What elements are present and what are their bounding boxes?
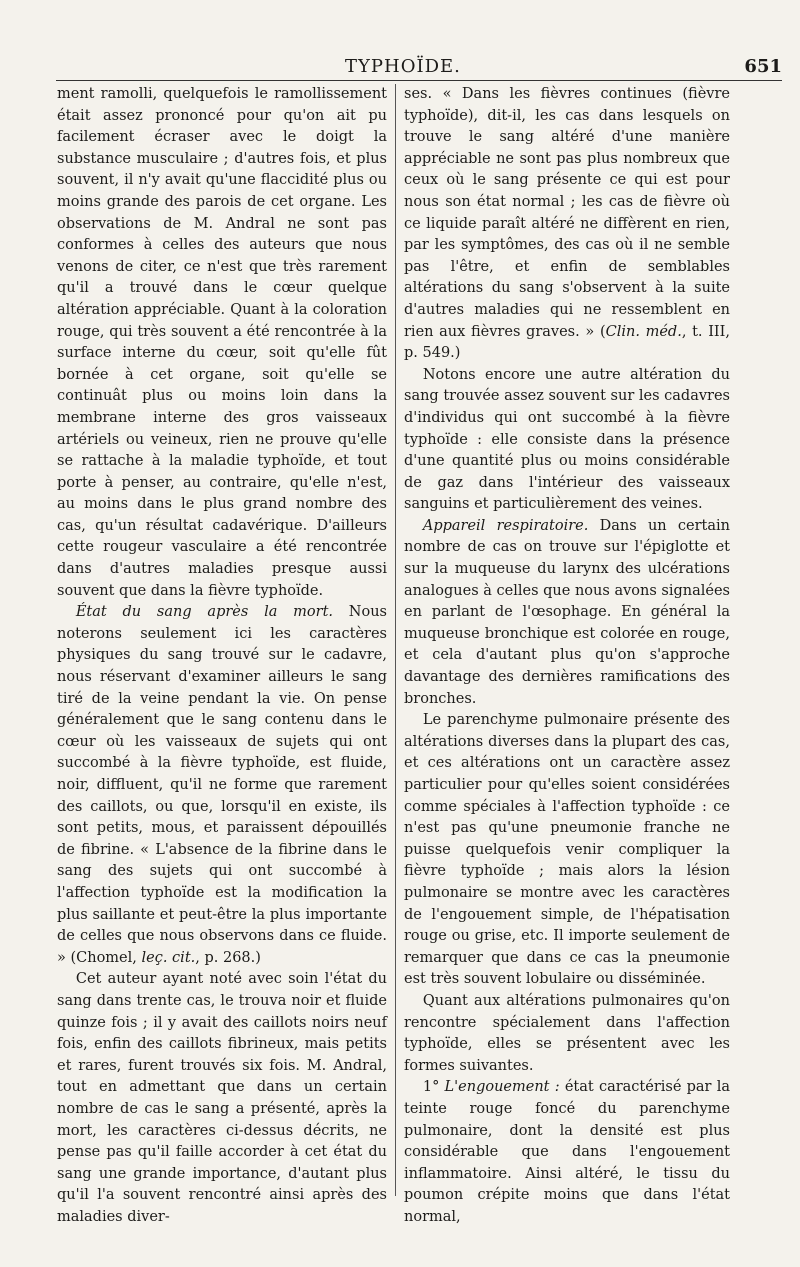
list-number: 1°: [422, 1079, 445, 1096]
paragraph-heart: ment ramolli, quelquefois le ramollissement était assez prononcé pour qu'on ait pu facilement écraser avec le doigt la substance musculaire ; d'autres fois, et plus souvent, il n'y avait qu'une flaccidité plus ou moins grande des parois de cet organe. Les observations de M. Andral ne sont pas conformes à celles des auteurs que nous venons de citer, ce n'est que très rarement qu'il a trouvé dans le cœur quelque altération appréciable. Quant à la coloration rouge, qui très souvent a été rencontrée à la surface interne du cœur, soit qu'elle fût bornée à cet organe, soit qu'elle se continuât plus ou moins loin dans la membrane interne des gros vaisseaux artériels ou veineux, rien ne prouve qu'elle se rattache à la maladie typhoïde, et tout porte à penser, au contraire, qu'elle n'est, au moins dans le plus grand nombre des cas, qu'un résultat cadavérique. D'ailleurs cette rougeur vasculaire a été rencontrée dans d'autres maladies presque aussi souvent que dans la fièvre typhoïde.: [57, 86, 387, 599]
paragraph-text: Dans un certain nombre de cas on trouve sur l'épiglotte et sur la muqueuse du larynx des ulcérations analogues à celles que nous avons signalées en parlant de l'œsophage. En général la muqueuse bronchique est colorée en rouge, et cela d'autant plus qu'on s'approche davantage des dernières ramifications des bronches.: [404, 517, 730, 707]
running-title: TYPHOÏDE.: [345, 56, 461, 77]
left-column: [57, 84, 387, 1228]
page-number: 651: [744, 56, 782, 77]
paragraph-text: Nous noterons seulement ici les caractères physiques du sang trouvé sur le cadavre, nous réservant d'examiner ailleurs le sang tiré de la veine pendant la vie. On pense généralement que le sang contenu dans le cœur où les vaisseaux de sujets qui ont succombé à la fièvre typhoïde, est fluide, noir, diffluent, qu'il ne forme que rarement des caillots, ou que, lorsqu'il en existe, ils sont petits, mous, et paraissent dépouillés de fibrine. « L'absence de la fibrine dans le sang des sujets qui ont succombé à l'affection typhoïde est la modification la plus saillante et peut-être la plus importante de celles que nous observons dans ce fluide. » (Chomel,: [57, 604, 388, 966]
paragraph-text-end: , p. 268.): [195, 949, 261, 966]
paragraph-gas: Notons encore une autre altération du sang trouvée assez souvent sur les cadavres d'individus qui ont succombé à la fièvre typhoïde : elle consiste dans la présence d'une quantité plus ou moins considérable de gaz dans l'intérieur des vaisseaux sanguins et particulièrement des veines.: [404, 366, 730, 513]
right-column: [404, 84, 730, 1228]
citation: Clin. méd.: [605, 323, 682, 340]
paragraph-text: ses. « Dans les fièvres continues (fièvre typhoïde), dit-il, les cas dans lesquels on trouve le sang altéré d'une manière appréciable ne sont pas plus nombreux que ceux où le sang présente ce qui est pour nous son état normal ; les cas de fièvre où ce liquide paraît altéré ne diffèrent en rien, par les symptômes, des cas où il ne semble pas l'être, et enfin de semblables altérations du sang s'observent à la suite d'autres maladies qui ne ressemblent en rien aux fièvres graves. » (: [404, 86, 730, 340]
column-divider: [395, 84, 396, 1196]
paragraph-text-end: , t. III, p. 549.): [404, 323, 731, 362]
header-rule: [56, 80, 782, 81]
subheading-engouement: L'engouement :: [444, 1079, 560, 1096]
paragraph-parenchyma: Le parenchyme pulmonaire présente des altérations diverses dans la plupart des cas, et ces altérations ont un caractère assez particulier pour qu'elles soient considérées comme spéciales à l'affection typhoïde : ce n'est pas qu'une pneumonie franche ne puisse quelquefois venir compliquer la fièvre typhoïde ; mais alors la lésion pulmonaire se montre avec les caractères de l'engouement simple, de l'hépatisation rouge ou grise, etc. Il importe seulement de remarquer que dans ce cas la pneumonie est très souvent lobulaire ou disséminée.: [404, 712, 730, 988]
paragraph-author-observations: Cet auteur ayant noté avec soin l'état du sang dans trente cas, le trouva noir et fluide quinze fois ; il y avait des caillots noirs neuf fois, enfin des caillots fibrineux, mais petits et rares, furent trouvés six fois. M. Andral, tout en admettant que dans un certain nombre de cas le sang a présenté, après la mort, les caractères ci-dessus décrits, ne pense pas qu'il faille accorder à cet état du sang une grande importance, d'autant plus qu'il l'a souvent rencontré ainsi après des maladies diver-: [57, 971, 387, 1225]
paragraph-blood-state: [57, 602, 387, 969]
paragraph-respiratory: [404, 516, 730, 710]
paragraph-andral-quote: [404, 84, 730, 365]
paragraph-text: état caractérisé par la teinte rouge foncé du parenchyme pulmonaire, dont la densité est plus considérable que dans l'engouement inflammatoire. Ainsi altéré, le tissu du poumon crépite moins que dans l'état normal,: [404, 1079, 730, 1225]
citation: leç. cit.: [141, 949, 196, 966]
section-heading-blood: État du sang après la mort.: [75, 604, 334, 621]
section-heading-respiratory: Appareil respiratoire.: [422, 517, 589, 534]
page-header: [0, 56, 800, 82]
paragraph-engouement: [404, 1077, 730, 1228]
paragraph-forms: Quant aux altérations pulmonaires qu'on rencontre spécialement dans l'affection typhoïde, elles se présentent avec les formes suivantes.: [404, 992, 730, 1074]
